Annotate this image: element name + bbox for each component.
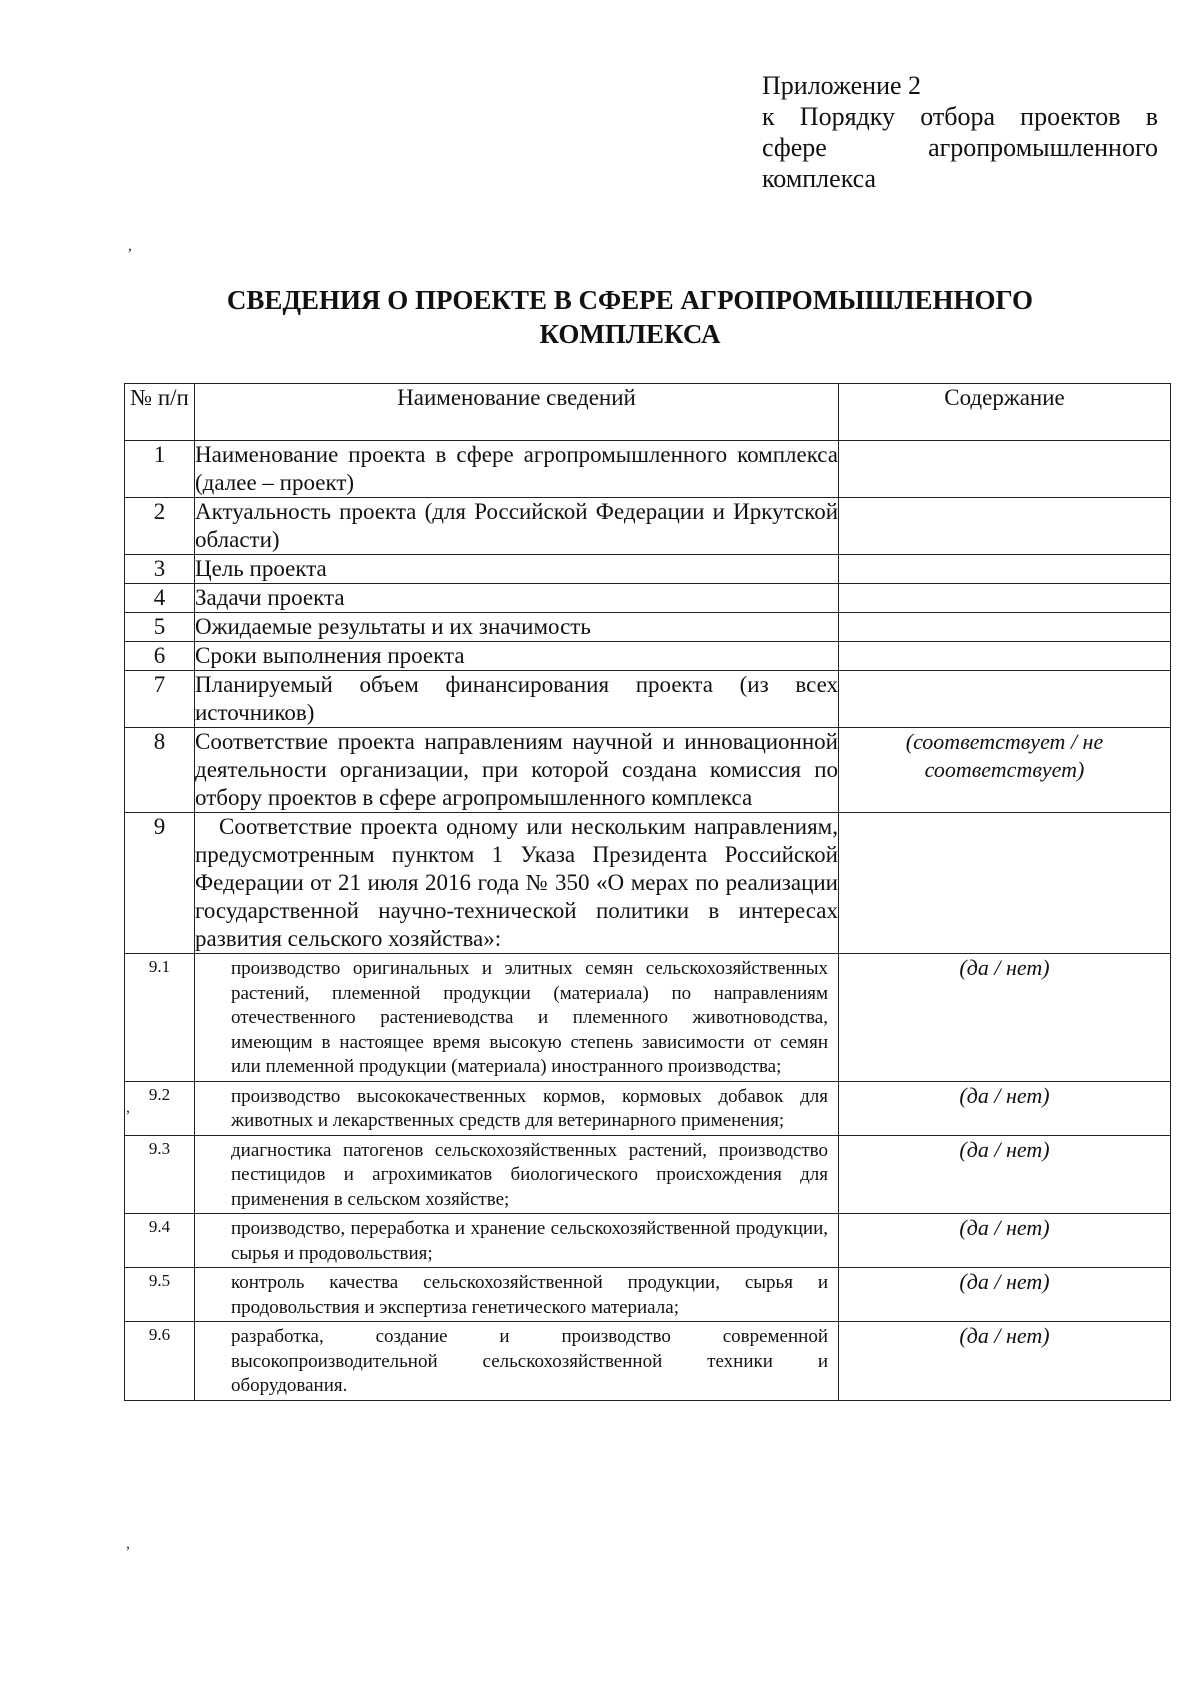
scan-speck: ,: [126, 1099, 130, 1116]
table-row: [125, 1081, 1171, 1135]
row-number: 9.4: [125, 1214, 195, 1268]
document-title: [130, 283, 1130, 351]
table-row: [125, 1322, 1171, 1401]
row-name: Соответствие проекта одному или нескольким направлениям, предусмотренным пунктом 1 Указа Президента Российской Федерации от 21 июля 2016 года № 350 «О мерах по реализации государственной научно-технической политики в интересах развития сельского хозяйства»:: [195, 813, 839, 954]
row-number: 9.2: [125, 1081, 195, 1135]
row-number: 9.5: [125, 1268, 195, 1322]
row-number: 1: [125, 441, 195, 498]
row-content: [839, 613, 1171, 642]
table-row: [125, 954, 1171, 1082]
row-name: производство высококачественных кормов, кормовых добавок для животных и лекарственных средств для ветеринарного применения;: [195, 1081, 839, 1135]
table-row: [125, 1135, 1171, 1214]
appendix-line-2: к Порядку отбора проектов в: [762, 102, 1158, 131]
scan-speck: ,: [126, 1535, 130, 1552]
row-name: контроль качества сельскохозяйственной продукции, сырья и продовольствия и экспертиза генетического материала;: [195, 1268, 839, 1322]
row-name: производство оригинальных и элитных семян сельскохозяйственных растений, племенной продукции (материала) по направлениям отечественного растениеводства и племенного животноводства, имеющим в настоящее время высокую степень зависимости от семян или племенной продукции (материала) иностранного производства;: [195, 954, 839, 1082]
table-row: [125, 728, 1171, 813]
table-row: [125, 1268, 1171, 1322]
table-row: [125, 498, 1171, 555]
title-line-1: СВЕДЕНИЯ О ПРОЕКТЕ В СФЕРЕ АГРОПРОМЫШЛЕННОГО: [226, 285, 1034, 315]
table-row: [125, 584, 1171, 613]
row-content: (соответствует / не соответствует): [839, 728, 1171, 813]
row-content: [839, 441, 1171, 498]
row-number: 9.3: [125, 1135, 195, 1214]
row-content: [839, 671, 1171, 728]
table-header-row: [125, 384, 1171, 441]
header-content: Содержание: [839, 384, 1171, 441]
row-name: Актуальность проекта (для Российской Федерации и Иркутской области): [195, 498, 839, 555]
header-name: Наименование сведений: [195, 384, 839, 441]
row-number: 5: [125, 613, 195, 642]
row-content: [839, 813, 1171, 954]
row-number: 2: [125, 498, 195, 555]
row-number: 3: [125, 555, 195, 584]
row-content: (да / нет): [839, 1322, 1171, 1401]
row-name: диагностика патогенов сельскохозяйственных растений, производство пестицидов и агрохимикатов биологического происхождения для применения в сельском хозяйстве;: [195, 1135, 839, 1214]
row-number: 7: [125, 671, 195, 728]
project-info-table: [124, 383, 1171, 1401]
row-content: [839, 555, 1171, 584]
row-content: (да / нет): [839, 954, 1171, 1082]
row-name: разработка, создание и производство современной высокопроизводительной сельскохозяйственной техники и оборудования.: [195, 1322, 839, 1401]
table-row: [125, 813, 1171, 954]
row-content: [839, 498, 1171, 555]
row-number: 4: [125, 584, 195, 613]
row-number: 9: [125, 813, 195, 954]
appendix-header: [762, 70, 1158, 194]
table-row: [125, 671, 1171, 728]
row-name: Планируемый объем финансирования проекта (из всех источников): [195, 671, 839, 728]
table-row: [125, 613, 1171, 642]
row-number: 6: [125, 642, 195, 671]
appendix-line-4: комплекса: [762, 164, 877, 193]
row-content: [839, 584, 1171, 613]
table-row: [125, 1214, 1171, 1268]
title-line-2: КОМПЛЕКСА: [539, 319, 721, 349]
row-content: [839, 642, 1171, 671]
row-content: (да / нет): [839, 1135, 1171, 1214]
row-name: Наименование проекта в сфере агропромышленного комплекса (далее – проект): [195, 441, 839, 498]
row-number: 9.1: [125, 954, 195, 1082]
row-name: Соответствие проекта направлениям научной и инновационной деятельности организации, при которой создана комиссия по отбору проектов в сфере агропромышленного комплекса: [195, 728, 839, 813]
row-name: Ожидаемые результаты и их значимость: [195, 613, 839, 642]
header-number: № п/п: [125, 384, 195, 441]
appendix-line-3: сфере агропромышленного: [762, 133, 1158, 162]
row-name: Цель проекта: [195, 555, 839, 584]
table-row: [125, 441, 1171, 498]
row-content: (да / нет): [839, 1081, 1171, 1135]
row-name: Задачи проекта: [195, 584, 839, 613]
scan-speck: ,: [128, 237, 132, 254]
table-row: [125, 555, 1171, 584]
row-content: (да / нет): [839, 1268, 1171, 1322]
row-number: 9.6: [125, 1322, 195, 1401]
row-name: Сроки выполнения проекта: [195, 642, 839, 671]
row-name: производство, переработка и хранение сельскохозяйственной продукции, сырья и продовольствия;: [195, 1214, 839, 1268]
row-number: 8: [125, 728, 195, 813]
table-row: [125, 642, 1171, 671]
row-content: (да / нет): [839, 1214, 1171, 1268]
appendix-line-1: Приложение 2: [762, 71, 922, 100]
